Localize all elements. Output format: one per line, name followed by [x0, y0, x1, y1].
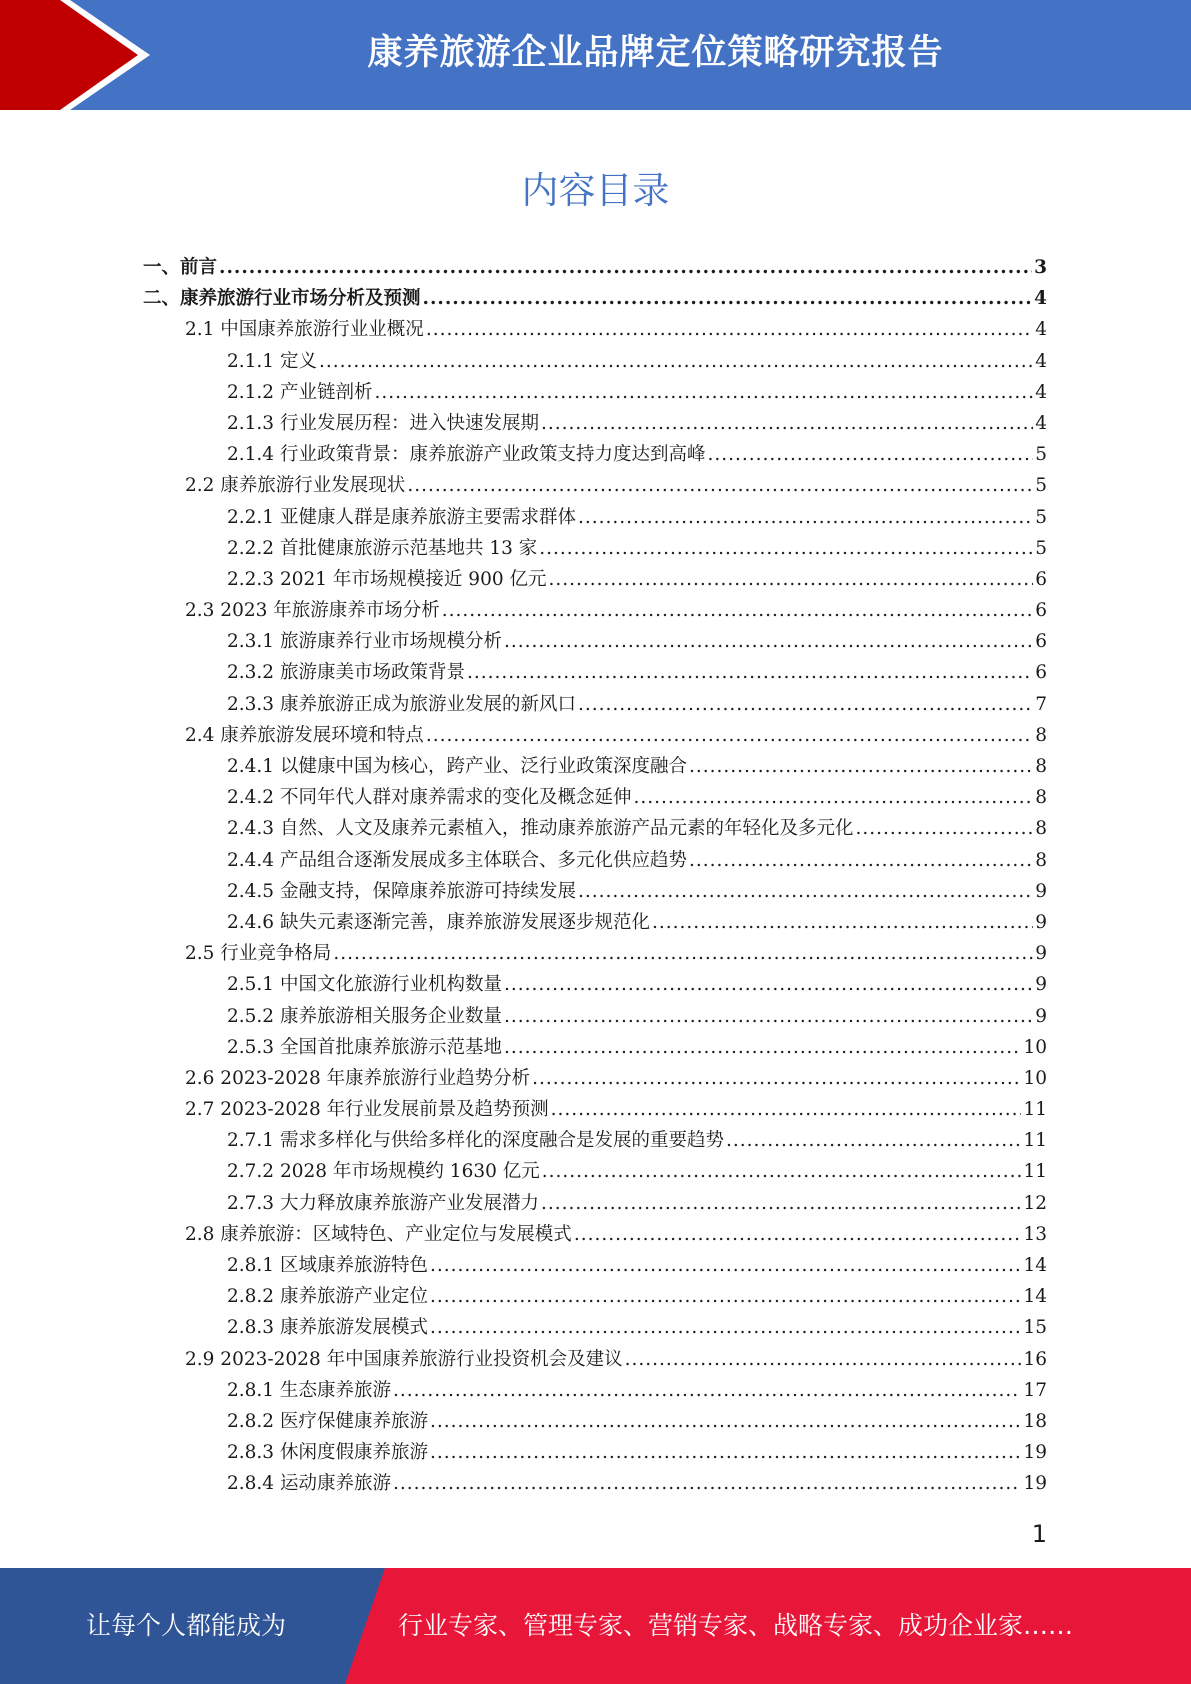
toc-entry[interactable]: [143, 690, 1047, 721]
toc-entry-page: 14: [1023, 1255, 1047, 1276]
toc-entry-page: 8: [1035, 818, 1047, 840]
toc-entry-label: 2.1.3 行业发展历程：进入快速发展期: [227, 412, 539, 434]
toc-dot-leader: [689, 756, 1033, 777]
toc-entry[interactable]: [143, 534, 1047, 565]
toc-entry-label: 2.8.3 康养旅游发展模式: [227, 1317, 428, 1339]
toc-entry-page: 6: [1035, 600, 1047, 622]
toc-entry[interactable]: [143, 1345, 1047, 1376]
toc-entry[interactable]: [143, 1282, 1047, 1313]
toc-entry-label: 2.4.4 产品组合逐渐发展成多主体联合、多元化供应趋势: [227, 849, 687, 871]
toc-entry-label: 2.5 行业竞争格局: [185, 943, 332, 965]
toc-entry-page: 6: [1035, 662, 1047, 684]
toc-entry-label: 2.1.2 产业链剖析: [227, 381, 373, 403]
toc-dot-leader: [467, 662, 1033, 683]
toc-dot-leader: [855, 818, 1033, 839]
toc-entry-page: 11: [1023, 1161, 1047, 1183]
toc-entry-label: 2.9 2023-2028 年中国康养旅游行业投资机会及建议: [185, 1348, 623, 1370]
footer-banner: [0, 1568, 1191, 1684]
toc-entry[interactable]: [143, 1002, 1047, 1033]
toc-entry-page: 9: [1035, 911, 1047, 933]
toc-dot-leader: [578, 881, 1033, 902]
toc-entry-page: 11: [1023, 1099, 1047, 1121]
toc-entry-label: 2.2.1 亚健康人群是康养旅游主要需求群体: [227, 506, 576, 528]
toc-entry[interactable]: [143, 627, 1047, 658]
toc-entry[interactable]: [143, 565, 1047, 596]
toc-entry-label: 2.3.2 旅游康美市场政策背景: [227, 662, 465, 684]
toc-entry-page: 8: [1035, 756, 1047, 777]
toc-dot-leader: [407, 475, 1033, 496]
toc-entry[interactable]: [143, 1313, 1047, 1344]
toc-entry-page: 3: [1034, 257, 1047, 278]
toc-dot-leader: [426, 725, 1033, 746]
toc-entry[interactable]: [143, 877, 1047, 908]
toc-entry[interactable]: [143, 440, 1047, 471]
toc-dot-leader: [219, 257, 1032, 278]
toc-dot-leader: [625, 1349, 1022, 1370]
toc-dot-leader: [442, 600, 1033, 621]
toc-entry[interactable]: [143, 1407, 1047, 1438]
toc-dot-leader: [689, 850, 1033, 871]
toc-entry-label: 2.5.3 全国首批康养旅游示范基地: [227, 1036, 502, 1058]
toc-entry-page: 6: [1035, 568, 1047, 590]
toc-entry-page: 12: [1023, 1192, 1047, 1214]
header-banner: [0, 0, 1191, 110]
toc-dot-leader: [393, 1473, 1021, 1494]
toc-dot-leader: [430, 1286, 1021, 1307]
toc-entry-page: 10: [1023, 1036, 1047, 1058]
toc-entry-page: 8: [1035, 787, 1047, 809]
toc-entry[interactable]: [143, 471, 1047, 502]
toc-entry-label: 2.1.4 行业政策背景：康养旅游产业政策支持力度达到高峰: [227, 444, 706, 466]
toc-list: [143, 253, 1047, 1501]
toc-entry[interactable]: [143, 783, 1047, 814]
toc-entry-page: 9: [1035, 974, 1047, 996]
toc-entry[interactable]: [143, 596, 1047, 627]
toc-entry-page: 6: [1035, 631, 1047, 653]
toc-entry[interactable]: [143, 1126, 1047, 1157]
toc-entry-page: 5: [1035, 444, 1047, 466]
toc-entry[interactable]: [143, 1095, 1047, 1126]
toc-entry-label: 一、前言: [143, 257, 218, 278]
toc-entry-label: 2.7.3 大力释放康养旅游产业发展潜力: [227, 1192, 539, 1214]
toc-entry[interactable]: [143, 908, 1047, 939]
toc-dot-leader: [578, 694, 1033, 715]
toc-entry-label: 2.3.3 康养旅游正成为旅游业发展的新风口: [227, 693, 576, 715]
toc-dot-leader: [707, 444, 1033, 465]
toc-entry-label: 2.1.1 定义: [227, 350, 317, 372]
toc-entry-label: 2.6 2023-2028 年康养旅游行业趋势分析: [185, 1067, 531, 1089]
toc-dot-leader: [319, 351, 1033, 372]
toc-entry-label: 2.4 康养旅游发展环境和特点: [185, 724, 424, 746]
report-title: 康养旅游企业品牌定位策略研究报告: [367, 33, 944, 73]
toc-entry-label: 2.5.2 康养旅游相关服务企业数量: [227, 1005, 502, 1027]
toc-entry-page: 4: [1034, 288, 1047, 310]
toc-entry-label: 2.8.4 运动康养旅游: [227, 1473, 391, 1495]
toc-entry[interactable]: [143, 846, 1047, 877]
toc-entry-page: 7: [1035, 693, 1047, 715]
toc-entry-label: 2.1 中国康养旅游行业业概况: [185, 319, 424, 341]
toc-entry-page: 5: [1035, 475, 1047, 497]
toc-entry[interactable]: [143, 1064, 1047, 1095]
toc-dot-leader: [633, 787, 1033, 808]
toc-entry[interactable]: [143, 347, 1047, 378]
toc-dot-leader: [574, 1224, 1022, 1245]
toc-entry-page: 16: [1023, 1348, 1047, 1370]
toc-entry-label: 2.3 2023 年旅游康养市场分析: [185, 600, 440, 622]
toc-entry-label: 二、康养旅游行业市场分析及预测: [143, 288, 421, 310]
toc-dot-leader: [549, 569, 1034, 590]
toc-entry-page: 19: [1023, 1442, 1047, 1464]
toc-dot-leader: [430, 1317, 1021, 1338]
toc-entry-page: 15: [1023, 1317, 1047, 1339]
toc-entry[interactable]: [143, 409, 1047, 440]
toc-entry[interactable]: [143, 284, 1047, 315]
toc-entry-page: 4: [1035, 319, 1047, 341]
toc-entry-page: 8: [1035, 724, 1047, 746]
toc-dot-leader: [504, 1006, 1033, 1027]
toc-dot-leader: [541, 1193, 1021, 1214]
toc-dot-leader: [551, 1099, 1022, 1120]
toc-dot-leader: [504, 1037, 1021, 1058]
toc-entry-label: 2.8.1 区域康养旅游特色: [227, 1255, 428, 1276]
toc-dot-leader: [430, 1411, 1021, 1432]
toc-dot-leader: [426, 319, 1033, 340]
toc-entry-page: 9: [1035, 943, 1047, 965]
footer-slogan-right: 行业专家、管理专家、营销专家、战略专家、成功企业家……: [398, 1611, 1074, 1640]
toc-dot-leader: [374, 382, 1033, 403]
toc-entry-label: 2.3.1 旅游康养行业市场规模分析: [227, 631, 502, 653]
toc-dot-leader: [430, 1255, 1021, 1276]
toc-entry-page: 9: [1035, 1005, 1047, 1027]
toc-entry[interactable]: [143, 1438, 1047, 1469]
toc-entry-label: 2.2.2 首批健康旅游示范基地共 13 家: [227, 537, 538, 559]
toc-entry-label: 2.4.2 不同年代人群对康养需求的变化及概念延伸: [227, 787, 632, 809]
toc-entry[interactable]: [143, 1157, 1047, 1188]
toc-entry[interactable]: [143, 658, 1047, 689]
toc-entry-page: 8: [1035, 849, 1047, 871]
toc-dot-leader: [423, 288, 1033, 309]
toc-entry[interactable]: [143, 1376, 1047, 1407]
toc-dot-leader: [393, 1380, 1021, 1401]
toc-entry[interactable]: [143, 721, 1047, 752]
toc-entry[interactable]: [143, 1033, 1047, 1064]
toc-dot-leader: [539, 538, 1033, 559]
toc-dot-leader: [541, 413, 1033, 434]
toc-entry-page: 10: [1023, 1067, 1047, 1089]
toc-entry-label: 2.4.6 缺失元素逐渐完善，康养旅游发展逐步规范化: [227, 911, 650, 933]
toc-entry-label: 2.8.2 医疗保健康养旅游: [227, 1410, 428, 1432]
toc-entry-page: 4: [1035, 412, 1047, 434]
toc-entry-label: 2.8.1 生态康养旅游: [227, 1379, 391, 1401]
toc-entry[interactable]: [143, 253, 1047, 284]
toc-entry[interactable]: [143, 503, 1047, 534]
toc-entry-page: 19: [1023, 1473, 1047, 1495]
toc-dot-leader: [532, 1068, 1021, 1089]
toc-entry[interactable]: [143, 1251, 1047, 1282]
toc-entry-label: 2.4.5 金融支持，保障康养旅游可持续发展: [227, 880, 576, 902]
toc-entry-label: 2.7.1 需求多样化与供给多样化的深度融合是发展的重要趋势: [227, 1130, 724, 1152]
toc-entry-label: 2.8 康养旅游：区域特色、产业定位与发展模式: [185, 1223, 572, 1245]
toc-entry[interactable]: [143, 1220, 1047, 1251]
toc-entry-label: 2.8.3 休闲度假康养旅游: [227, 1442, 428, 1464]
toc-entry-page: 18: [1023, 1410, 1047, 1432]
toc-entry-page: 4: [1035, 381, 1047, 403]
toc-entry[interactable]: [143, 814, 1047, 845]
chevron-red-shape: [0, 0, 138, 110]
toc-entry-page: 17: [1023, 1379, 1047, 1401]
toc-entry-label: 2.8.2 康养旅游产业定位: [227, 1286, 428, 1308]
toc-entry-label: 2.4.3 自然、人文及康养元素植入，推动康养旅游产品元素的年轻化及多元化: [227, 818, 854, 840]
toc-dot-leader: [726, 1130, 1021, 1151]
toc-entry-page: 5: [1035, 506, 1047, 528]
toc-entry-page: 14: [1023, 1286, 1047, 1308]
toc-entry[interactable]: [143, 970, 1047, 1001]
toc-dot-leader: [504, 631, 1033, 652]
toc-dot-leader: [333, 943, 1033, 964]
toc-entry-label: 2.4.1 以健康中国为核心，跨产业、泛行业政策深度融合: [227, 756, 687, 777]
toc-heading: 内容目录: [521, 169, 670, 212]
toc-dot-leader: [542, 1161, 1022, 1182]
toc-entry-label: 2.2.3 2021 年市场规模接近 900 亿元: [227, 568, 547, 590]
toc-dot-leader: [652, 912, 1033, 933]
toc-dot-leader: [430, 1442, 1021, 1463]
toc-entry-label: 2.5.1 中国文化旅游行业机构数量: [227, 974, 502, 996]
toc-entry[interactable]: [143, 939, 1047, 970]
toc-dot-leader: [578, 507, 1033, 528]
toc-dot-leader: [504, 974, 1033, 995]
toc-entry-page: 5: [1035, 537, 1047, 559]
page-number: 1: [1031, 1520, 1047, 1548]
toc-entry[interactable]: [143, 1189, 1047, 1220]
toc-entry[interactable]: [143, 752, 1047, 783]
toc-entry-label: 2.2 康养旅游行业发展现状: [185, 475, 406, 497]
toc-entry-label: 2.7 2023-2028 年行业发展前景及趋势预测: [185, 1099, 549, 1121]
toc-entry-page: 4: [1035, 350, 1047, 372]
footer-slogan-left: 让每个人都能成为: [85, 1611, 286, 1640]
toc-entry-page: 11: [1023, 1130, 1047, 1152]
toc-entry[interactable]: [143, 378, 1047, 409]
toc-entry[interactable]: [143, 1469, 1047, 1500]
toc-entry-page: 9: [1035, 880, 1047, 902]
toc-entry-page: 13: [1023, 1223, 1047, 1245]
toc-entry-label: 2.7.2 2028 年市场规模约 1630 亿元: [227, 1161, 540, 1183]
toc-entry[interactable]: [143, 315, 1047, 346]
